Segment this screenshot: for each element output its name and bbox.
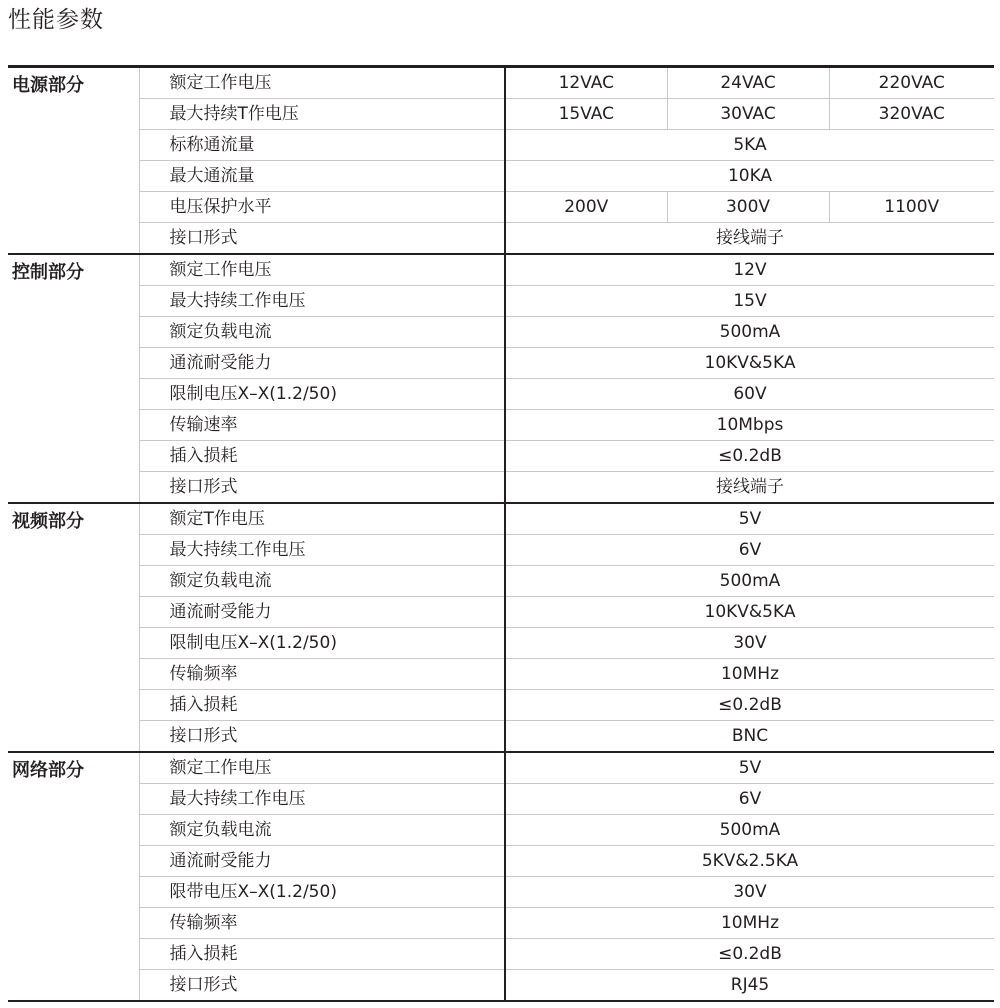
table-row xyxy=(8,379,994,410)
table-row xyxy=(8,67,994,99)
param-value: ≤0.2dB xyxy=(505,441,994,472)
param-label: 插入损耗 xyxy=(139,939,505,970)
param-label: 传输速率 xyxy=(139,410,505,441)
page-title: 性能参数 xyxy=(8,7,104,33)
param-value: 15VAC xyxy=(505,99,667,130)
param-label: 限制电压X–X(1.2/50) xyxy=(139,379,505,410)
table-row xyxy=(8,348,994,379)
table-row xyxy=(8,908,994,939)
param-value: 6V xyxy=(505,535,994,566)
param-value: 1100V xyxy=(829,192,994,223)
param-value: 500mA xyxy=(505,815,994,846)
param-label: 插入损耗 xyxy=(139,441,505,472)
table-row xyxy=(8,628,994,659)
table-row xyxy=(8,566,994,597)
spec-table-body xyxy=(8,67,994,1002)
param-value: 12V xyxy=(505,254,994,286)
table-row xyxy=(8,410,994,441)
param-value: 10MHz xyxy=(505,659,994,690)
param-value: ≤0.2dB xyxy=(505,939,994,970)
param-label: 额定工作电压 xyxy=(139,254,505,286)
section-label: 电源部分 xyxy=(8,67,139,255)
table-row xyxy=(8,939,994,970)
param-label: 通流耐受能力 xyxy=(139,846,505,877)
section-label: 控制部分 xyxy=(8,254,139,503)
table-row xyxy=(8,970,994,1002)
table-row xyxy=(8,130,994,161)
table-row xyxy=(8,659,994,690)
param-label: 额定工作电压 xyxy=(139,752,505,784)
param-value: 24VAC xyxy=(667,67,829,99)
table-row xyxy=(8,254,994,286)
param-label: 接口形式 xyxy=(139,721,505,753)
param-value: 6V xyxy=(505,784,994,815)
param-value: BNC xyxy=(505,721,994,753)
table-row xyxy=(8,161,994,192)
param-label: 额定负载电流 xyxy=(139,815,505,846)
param-value: ≤0.2dB xyxy=(505,690,994,721)
section-label: 网络部分 xyxy=(8,752,139,1001)
param-value: 5V xyxy=(505,503,994,535)
table-row xyxy=(8,99,994,130)
param-label: 额定T作电压 xyxy=(139,503,505,535)
table-row xyxy=(8,752,994,784)
param-value: 10KV&5KA xyxy=(505,597,994,628)
param-value: 5V xyxy=(505,752,994,784)
param-label: 额定负载电流 xyxy=(139,317,505,348)
table-row xyxy=(8,846,994,877)
table-row xyxy=(8,597,994,628)
param-value: 接线端子 xyxy=(505,223,994,255)
param-label: 电压保护水平 xyxy=(139,192,505,223)
table-row xyxy=(8,784,994,815)
param-value: 500mA xyxy=(505,566,994,597)
table-row xyxy=(8,815,994,846)
table-row xyxy=(8,503,994,535)
param-label: 最大持续工作电压 xyxy=(139,535,505,566)
table-row xyxy=(8,690,994,721)
param-label: 最大持续T作电压 xyxy=(139,99,505,130)
param-value: 300V xyxy=(667,192,829,223)
table-row xyxy=(8,223,994,255)
param-value: 10KA xyxy=(505,161,994,192)
param-value: 10KV&5KA xyxy=(505,348,994,379)
table-row xyxy=(8,317,994,348)
param-value: 5KV&2.5KA xyxy=(505,846,994,877)
param-value: 320VAC xyxy=(829,99,994,130)
table-row xyxy=(8,472,994,504)
table-row xyxy=(8,721,994,753)
param-label: 最大持续工作电压 xyxy=(139,286,505,317)
param-label: 限带电压X–X(1.2/50) xyxy=(139,877,505,908)
param-label: 传输频率 xyxy=(139,908,505,939)
param-value: 30V xyxy=(505,628,994,659)
spec-table xyxy=(8,65,994,1002)
table-row xyxy=(8,441,994,472)
param-value: 15V xyxy=(505,286,994,317)
param-label: 传输频率 xyxy=(139,659,505,690)
param-value: 30VAC xyxy=(667,99,829,130)
table-row xyxy=(8,192,994,223)
param-label: 限制电压X–X(1.2/50) xyxy=(139,628,505,659)
param-label: 接口形式 xyxy=(139,472,505,504)
param-value: 500mA xyxy=(505,317,994,348)
param-label: 接口形式 xyxy=(139,970,505,1002)
param-value: 12VAC xyxy=(505,67,667,99)
table-row xyxy=(8,286,994,317)
param-label: 最大持续工作电压 xyxy=(139,784,505,815)
param-value: 接线端子 xyxy=(505,472,994,504)
param-label: 接口形式 xyxy=(139,223,505,255)
section-label: 视频部分 xyxy=(8,503,139,752)
param-value: 60V xyxy=(505,379,994,410)
param-label: 标称通流量 xyxy=(139,130,505,161)
param-value: 5KA xyxy=(505,130,994,161)
param-label: 额定负载电流 xyxy=(139,566,505,597)
param-value: 220VAC xyxy=(829,67,994,99)
param-label: 插入损耗 xyxy=(139,690,505,721)
table-row xyxy=(8,877,994,908)
table-row xyxy=(8,535,994,566)
param-label: 通流耐受能力 xyxy=(139,597,505,628)
param-value: 200V xyxy=(505,192,667,223)
param-label: 通流耐受能力 xyxy=(139,348,505,379)
param-label: 最大通流量 xyxy=(139,161,505,192)
param-value: RJ45 xyxy=(505,970,994,1002)
param-value: 10Mbps xyxy=(505,410,994,441)
param-label: 额定工作电压 xyxy=(139,67,505,99)
param-value: 10MHz xyxy=(505,908,994,939)
param-value: 30V xyxy=(505,877,994,908)
